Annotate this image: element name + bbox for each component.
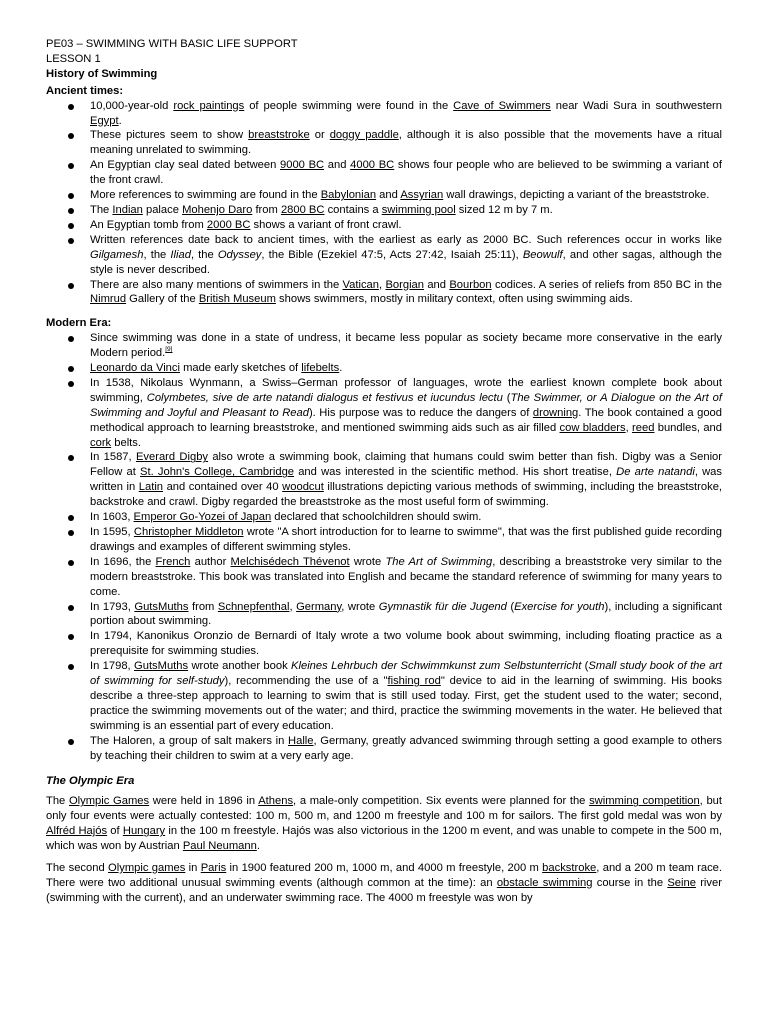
link-text[interactable]: Leonardo da Vinci xyxy=(90,362,180,375)
link-text[interactable]: GutsMuths xyxy=(134,600,189,613)
ancient-heading: Ancient times: xyxy=(46,84,124,97)
bullet-icon xyxy=(68,560,74,566)
list-item xyxy=(46,629,722,659)
history-heading: History of Swimming xyxy=(46,67,158,80)
bullet-icon xyxy=(68,238,74,244)
list-item xyxy=(46,734,722,764)
italic-title: Gymnastik für die Jugend xyxy=(378,600,507,613)
text-run: The xyxy=(90,203,113,216)
link-text[interactable]: breaststroke xyxy=(248,129,310,142)
text-run: of people swimming were found in the xyxy=(244,99,454,112)
text-run: from xyxy=(252,203,281,216)
link-text[interactable]: 9000 BC xyxy=(280,159,325,172)
list-item xyxy=(46,555,722,600)
link-text[interactable]: Indian xyxy=(112,203,143,216)
list-item xyxy=(46,278,722,308)
bullet-icon xyxy=(68,223,74,229)
link-text[interactable]: Seine xyxy=(667,876,696,889)
text-run: author xyxy=(190,555,231,568)
link-text[interactable]: woodcut xyxy=(282,481,324,494)
text-run: In 1587, xyxy=(90,451,136,464)
text-run: In 1538, Nikolaus Wynmann, a Swiss–German professor of languages, wrote the earliest known complete book about swimming, xyxy=(90,376,722,404)
bullet-icon xyxy=(68,366,74,372)
bullet-icon xyxy=(68,634,74,640)
text-run: codices. A series of reliefs from 850 BC in the xyxy=(491,278,722,291)
link-text[interactable]: Borgian xyxy=(385,278,424,291)
list-item xyxy=(46,218,722,233)
link-text[interactable]: Egypt xyxy=(90,114,119,127)
text-run: . xyxy=(118,114,122,127)
bullet-icon xyxy=(68,530,74,536)
bullet-icon xyxy=(68,163,74,169)
item-text xyxy=(90,204,553,216)
link-text[interactable]: Nimrud xyxy=(90,293,127,306)
list-item xyxy=(46,331,722,361)
link-text[interactable]: Schnepfenthal xyxy=(217,600,290,613)
link-text[interactable]: British Museum xyxy=(198,293,276,306)
text-run: In 1794, Kanonikus Oronzio de Bernardi of Italy wrote a two volume book about swimming, including floating practice as a prerequisite for swimming studies. xyxy=(90,630,722,658)
item-text xyxy=(90,660,722,732)
text-run: , the xyxy=(190,248,218,261)
link-text[interactable]: cork xyxy=(90,436,112,449)
document-page xyxy=(46,37,722,906)
text-run: . xyxy=(256,840,260,853)
text-run: , the Bible (Ezekiel 47:5, Acts 27:42, Isaiah 25:11), xyxy=(261,248,523,261)
link-text[interactable]: Germany xyxy=(296,600,342,613)
link-text[interactable]: Cave of Swimmers xyxy=(453,99,551,112)
item-text xyxy=(90,219,402,231)
italic-title: Iliad xyxy=(170,248,191,261)
text-run: There are also many mentions of swimmers in the xyxy=(90,278,343,291)
link-text[interactable]: Mohenjo Daro xyxy=(182,203,253,216)
bullet-icon xyxy=(68,381,74,387)
text-run: of xyxy=(107,825,123,838)
bullet-icon xyxy=(68,336,74,342)
text-run: wall drawings, depicting a variant of the breaststroke. xyxy=(443,189,710,202)
text-run: . The book contained a good methodical approach to learning breaststroke, and mentioned swimming aids such as air filled xyxy=(90,406,722,434)
olympic-paragraph-1 xyxy=(46,794,722,854)
item-text xyxy=(90,511,481,523)
text-run: In 1696, the xyxy=(90,555,156,568)
link-text[interactable]: swimming competition xyxy=(589,795,700,808)
text-run: ), including a significant portion about swimming. xyxy=(90,600,723,628)
link-text[interactable]: Olympic games xyxy=(108,862,186,875)
text-run: in xyxy=(185,862,201,875)
link-text[interactable]: lifebelts xyxy=(301,362,340,375)
list-item xyxy=(46,128,722,158)
text-run: In 1603, xyxy=(90,511,134,524)
text-run: " device to aid in the learning of swimming. His books describe a three-step approach to learning to swim that is still used today. First, get the student used to the water; second, practice the swimming movements out of the water; and third, practice the swimming movements in the water. He believed that swimming is an essential part of every education. xyxy=(90,675,723,732)
item-text xyxy=(90,601,722,628)
link-text[interactable]: cow bladders xyxy=(559,421,626,434)
item-text xyxy=(90,377,722,449)
link-text[interactable]: French xyxy=(155,555,191,568)
item-text xyxy=(90,279,722,306)
text-run: ). His purpose was to reduce the dangers of xyxy=(308,406,533,419)
link-text[interactable]: swimming pool xyxy=(381,203,456,216)
bullet-icon xyxy=(68,515,74,521)
italic-title: Odyssey xyxy=(217,248,262,261)
text-run: These pictures seem to show xyxy=(90,129,249,142)
link-text[interactable]: Vatican xyxy=(342,278,379,291)
link-text[interactable]: Athens xyxy=(258,795,294,808)
text-run: were held in 1896 in xyxy=(149,795,259,808)
text-run: also wrote a swimming book, claiming that humans could swim better than fish. Digby was a Senior Fellow at xyxy=(90,451,722,479)
italic-title: Colymbetes, sive de arte natandi dialogus et festivus et iucundus lectu xyxy=(146,391,503,404)
text-run: , a male-only competition. Six events were planned for the xyxy=(293,795,590,808)
bullet-icon xyxy=(68,208,74,214)
text-run: belts. xyxy=(111,436,141,449)
list-item xyxy=(46,525,722,555)
text-run: , and other sagas, although the style is never described. xyxy=(90,248,722,276)
link-text[interactable]: Paris xyxy=(200,862,227,875)
text-run: , wrote xyxy=(341,600,379,613)
bullet-icon xyxy=(68,739,74,745)
text-run: , Germany, greatly advanced swimming through setting a good example to others by teaching their children to swim at a very early age. xyxy=(90,734,722,762)
link-text[interactable]: Hungary xyxy=(122,825,166,838)
list-item xyxy=(46,376,722,451)
text-run: river (swimming with the current), and an underwater swimming race. The 4000 m freestyle was won by xyxy=(46,876,722,904)
text-run: and xyxy=(424,278,450,291)
bullet-icon xyxy=(68,664,74,670)
bullet-icon xyxy=(68,104,74,110)
italic-title: Gilgamesh xyxy=(90,248,144,261)
text-run: Written references date back to ancient times, with the earliest as early as 2000 BC. Such references occur in works like xyxy=(90,233,722,246)
item-text xyxy=(90,526,722,553)
italic-title: Exercise for youth xyxy=(514,600,605,613)
text-run: wrote another book xyxy=(188,660,292,673)
text-run: , the xyxy=(143,248,171,261)
list-item xyxy=(46,99,722,129)
text-run: , and a 200 m team race. There were two additional unusual swimming events (although common at the time): an xyxy=(46,862,722,889)
text-run: , but only four events were actually contested: 100 m, 500 m, and 1200 m freestyle and 100 m for sailors. The first gold medal was won by xyxy=(46,795,723,823)
link-text[interactable]: GutsMuths xyxy=(134,660,189,673)
list-item xyxy=(46,600,722,630)
list-item xyxy=(46,233,722,278)
text-run: shows a variant of front crawl. xyxy=(250,218,402,231)
item-text xyxy=(90,100,722,127)
link-text[interactable]: Melchisédech Thévenot xyxy=(230,555,350,568)
text-run: sized 12 m by 7 m. xyxy=(455,203,553,216)
link-text[interactable]: reed xyxy=(632,421,655,434)
text-run: In 1793, xyxy=(90,600,135,613)
link-text[interactable]: Assyrian xyxy=(400,189,444,202)
item-text xyxy=(90,234,722,276)
text-run: , although it is also possible that the movements have a ritual meaning unrelated to swimming. xyxy=(90,129,722,157)
link-text[interactable]: 2800 BC xyxy=(280,203,325,216)
list-item xyxy=(46,450,722,510)
text-run: wrote xyxy=(349,555,386,568)
text-run: , xyxy=(625,421,633,434)
item-text xyxy=(90,451,722,508)
link-text[interactable]: drowning xyxy=(532,406,579,419)
italic-title: De arte natandi xyxy=(616,466,695,479)
text-run: shows swimmers, mostly in military context, often using swimming aids. xyxy=(275,293,633,306)
olympic-section xyxy=(46,794,722,905)
text-run: and xyxy=(376,189,401,202)
text-run: The second xyxy=(46,862,109,875)
item-text xyxy=(90,159,722,186)
lesson-label: LESSON 1 xyxy=(46,52,101,65)
text-run: in 1900 featured 200 m, 1000 m, and 4000 m freestyle, 200 m xyxy=(226,862,543,875)
item-text xyxy=(90,735,722,762)
text-run: made early sketches of xyxy=(180,362,302,375)
text-run: ), recommending the use of a " xyxy=(224,675,388,688)
ancient-list xyxy=(46,99,722,308)
italic-title: The Swimmer, or A Dialogue on the Art of Swimming and Joyful and Pleasant to Read xyxy=(90,391,722,419)
text-run: bundles, and xyxy=(654,421,722,434)
text-run: Gallery of the xyxy=(126,293,199,306)
text-run: The Haloren, a group of salt makers in xyxy=(90,734,289,747)
italic-title: Kleines Lehrbuch der Schwimmkunst zum Selbstunterricht xyxy=(291,660,582,673)
text-run: An Egyptian tomb from xyxy=(90,218,207,231)
list-item xyxy=(46,203,722,218)
item-text xyxy=(90,189,709,201)
text-run: and xyxy=(324,159,351,172)
modern-list xyxy=(46,331,722,763)
text-run: , xyxy=(379,278,386,291)
link-text[interactable]: Alfréd Hajós xyxy=(46,825,108,838)
text-run: from xyxy=(188,600,218,613)
item-text xyxy=(90,556,722,598)
italic-title: Beowulf xyxy=(522,248,563,261)
link-text[interactable]: 4000 BC xyxy=(350,159,395,172)
olympic-paragraph-2 xyxy=(46,861,722,906)
text-run: In 1595, xyxy=(90,526,134,538)
bullet-icon xyxy=(68,605,74,611)
text-run: An Egyptian clay seal dated between xyxy=(90,159,280,172)
link-text[interactable]: Halle xyxy=(288,734,314,747)
link-text[interactable]: rock paintings xyxy=(173,99,245,112)
bullet-icon xyxy=(68,193,74,199)
modern-heading: Modern Era: xyxy=(46,317,112,330)
bullet-icon xyxy=(68,283,74,289)
link-text[interactable]: Babylonian xyxy=(320,189,377,202)
text-run: ( xyxy=(581,660,589,673)
list-item xyxy=(46,158,722,188)
link-text[interactable]: 2000 BC xyxy=(206,218,251,231)
link-text[interactable]: Latin xyxy=(138,481,164,494)
text-run: or xyxy=(309,129,330,142)
link-text[interactable]: Paul Neumann xyxy=(182,840,257,853)
link-text[interactable]: doggy paddle xyxy=(329,129,399,142)
link-text[interactable]: Olympic Games xyxy=(68,795,150,808)
citation-ref[interactable]: [9] xyxy=(165,346,173,354)
text-run: The xyxy=(46,795,69,808)
text-run: Since swimming was done in a state of undress, it became less popular as society became more conservative in the early Modern period. xyxy=(90,332,722,360)
course-title: PE03 – SWIMMING WITH BASIC LIFE SUPPORT xyxy=(46,38,298,50)
text-run: shows four people who are believed to be swimming a variant of the front crawl. xyxy=(90,159,722,187)
bullet-icon xyxy=(68,455,74,461)
text-run: ( xyxy=(506,600,515,613)
list-item xyxy=(46,188,722,203)
item-text xyxy=(90,129,722,156)
text-run: 10,000-year-old xyxy=(90,99,174,112)
link-text[interactable]: Emperor Go-Yozei of Japan xyxy=(133,511,272,524)
text-run: near Wadi Sura in southwestern xyxy=(550,99,722,112)
item-text xyxy=(90,362,342,374)
link-text[interactable]: Christopher Middleton xyxy=(133,526,244,538)
text-run: , describing a breaststroke very similar to the modern breaststroke. This book was translated into English and became the standard reference of swimming for many years to come. xyxy=(90,555,722,598)
link-text[interactable]: Bourbon xyxy=(449,278,492,291)
text-run: ( xyxy=(502,391,511,404)
text-run: , was written in xyxy=(90,466,722,494)
bullet-icon xyxy=(68,133,74,139)
list-item xyxy=(46,361,722,376)
item-text xyxy=(90,332,722,359)
text-run: declared that schoolchildren should swim. xyxy=(271,511,482,524)
text-run: palace xyxy=(142,203,183,216)
text-run: in the 100 m freestyle. Hajós was also victorious in the 1200 m event, and was unable to compete in the 500 m, which was won by Austrian xyxy=(46,825,723,853)
text-run: , xyxy=(289,600,297,613)
link-text[interactable]: St. John's College, Cambridge xyxy=(140,466,295,479)
link-text[interactable]: fishing rod xyxy=(387,675,441,688)
italic-title: Small study book of the art of swimming for self-study xyxy=(90,660,723,688)
link-text[interactable]: backstroke xyxy=(542,862,597,875)
text-run: wrote "A short introduction for to learne to swimme", that was the first published guide recording drawings and examples of different swimming styles. xyxy=(90,526,722,553)
link-text[interactable]: Everard Digby xyxy=(135,451,209,464)
text-run: illustrations depicting various methods of swimming, including the breaststroke, backstroke and crawl. Digby regarded the breaststroke as the most useful form of swimming. xyxy=(90,481,723,509)
text-run: . xyxy=(339,362,343,375)
text-run: and was interested in the scientific method. His short treatise, xyxy=(294,466,617,479)
text-run: course in the xyxy=(592,876,668,889)
text-run: and contained over 40 xyxy=(163,481,283,494)
text-run: In 1798, xyxy=(90,660,135,673)
list-item xyxy=(46,659,722,734)
text-run: contains a xyxy=(324,203,382,216)
olympic-heading: The Olympic Era xyxy=(46,774,135,787)
italic-title: The Art of Swimming xyxy=(385,555,493,568)
item-text xyxy=(90,630,722,657)
list-item xyxy=(46,510,722,525)
link-text[interactable]: obstacle swimming xyxy=(496,876,593,889)
text-run: More references to swimming are found in the xyxy=(90,189,321,202)
